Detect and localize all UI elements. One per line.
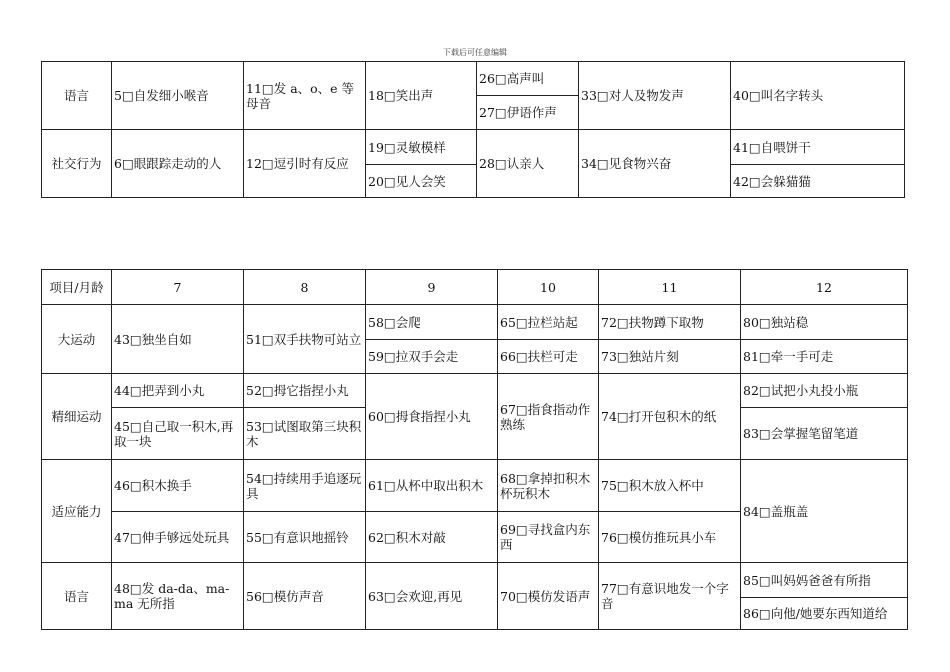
milestone-item: 66□扶栏可走 [498, 340, 599, 374]
milestone-item: 48□发 da-da、ma-ma 无所指 [112, 563, 244, 630]
milestone-item: 80□独站稳 [741, 305, 908, 340]
milestone-item: 44□把弄到小丸 [112, 374, 244, 408]
milestone-item: 81□牵一手可走 [741, 340, 908, 374]
milestone-item: 11□发 a、o、e 等母音 [244, 62, 366, 130]
milestone-item: 34□见食物兴奋 [579, 130, 731, 198]
row-label-gross-motor: 大运动 [42, 305, 112, 374]
milestone-item: 86□向他/她要东西知道给 [741, 598, 908, 630]
header-month-9: 9 [366, 270, 498, 305]
table-row [42, 305, 908, 340]
milestone-item: 20□见人会笑 [366, 165, 477, 198]
milestone-item: 77□有意识地发一个字音 [599, 563, 741, 630]
milestone-item: 69□寻找盒内东西 [498, 512, 599, 563]
row-label-fine-motor: 精细运动 [42, 374, 112, 460]
table-row [42, 374, 908, 408]
milestone-table-1 [41, 61, 905, 198]
row-label-social: 社交行为 [42, 130, 112, 198]
table-row [42, 62, 905, 96]
row-label-adaptive: 适应能力 [42, 460, 112, 563]
milestone-item: 28□认亲人 [477, 130, 579, 198]
header-month-7: 7 [112, 270, 244, 305]
milestone-item: 45□自己取一积木,再取一块 [112, 408, 244, 460]
row-label-language: 语言 [42, 62, 112, 130]
header-month-12: 12 [741, 270, 908, 305]
milestone-item: 54□持续用手追逐玩具 [244, 460, 366, 512]
milestone-item: 72□扶物蹲下取物 [599, 305, 741, 340]
milestone-item: 6□眼跟踪走动的人 [112, 130, 244, 198]
milestone-item: 68□拿掉扣积木杯玩积木 [498, 460, 599, 512]
table-row [42, 563, 908, 598]
milestone-item: 82□试把小丸投小瓶 [741, 374, 908, 408]
milestone-item: 52□拇它指捏小丸 [244, 374, 366, 408]
milestone-table-2 [41, 269, 908, 630]
milestone-item: 63□会欢迎,再见 [366, 563, 498, 630]
table-row [42, 460, 908, 512]
milestone-item: 18□笑出声 [366, 62, 477, 130]
table-row [42, 130, 905, 165]
milestone-item: 51□双手扶物可站立 [244, 305, 366, 374]
milestone-item: 56□模仿声音 [244, 563, 366, 630]
milestone-item: 33□对人及物发声 [579, 62, 731, 130]
milestone-item: 70□模仿发语声 [498, 563, 599, 630]
milestone-item: 61□从杯中取出积木 [366, 460, 498, 512]
milestone-item: 67□指食指动作熟练 [498, 374, 599, 460]
milestone-item: 62□积木对敲 [366, 512, 498, 563]
milestone-item: 27□伊语作声 [477, 96, 579, 130]
milestone-item: 73□独站片刻 [599, 340, 741, 374]
milestone-item: 65□拉栏站起 [498, 305, 599, 340]
milestone-item: 46□积木换手 [112, 460, 244, 512]
milestone-item: 60□拇食指捏小丸 [366, 374, 498, 460]
milestone-item: 74□打开包积木的纸 [599, 374, 741, 460]
milestone-item: 84□盖瓶盖 [741, 460, 908, 563]
header-month-8: 8 [244, 270, 366, 305]
header-month-10: 10 [498, 270, 599, 305]
header-row [42, 270, 908, 305]
header-item-age: 项目/月龄 [42, 270, 112, 305]
milestone-item: 19□灵敏模样 [366, 130, 477, 165]
milestone-item: 76□模仿推玩具小车 [599, 512, 741, 563]
milestone-item: 85□叫妈妈爸爸有所指 [741, 563, 908, 598]
milestone-item: 55□有意识地摇铃 [244, 512, 366, 563]
milestone-item: 42□会躲猫猫 [731, 165, 905, 198]
milestone-item: 12□逗引时有反应 [244, 130, 366, 198]
milestone-item: 83□会掌握笔留笔道 [741, 408, 908, 460]
milestone-item: 41□自喂饼干 [731, 130, 905, 165]
milestone-item: 58□会爬 [366, 305, 498, 340]
milestone-item: 40□叫名字转头 [731, 62, 905, 130]
header-month-11: 11 [599, 270, 741, 305]
page-header: 下载后可任意编辑 [443, 48, 507, 57]
milestone-item: 43□独坐自如 [112, 305, 244, 374]
milestone-item: 75□积木放入杯中 [599, 460, 741, 512]
milestone-item: 5□自发细小喉音 [112, 62, 244, 130]
milestone-item: 59□拉双手会走 [366, 340, 498, 374]
row-label-language: 语言 [42, 563, 112, 630]
milestone-item: 47□伸手够远处玩具 [112, 512, 244, 563]
milestone-item: 26□高声叫 [477, 62, 579, 96]
milestone-item: 53□试图取第三块积木 [244, 408, 366, 460]
